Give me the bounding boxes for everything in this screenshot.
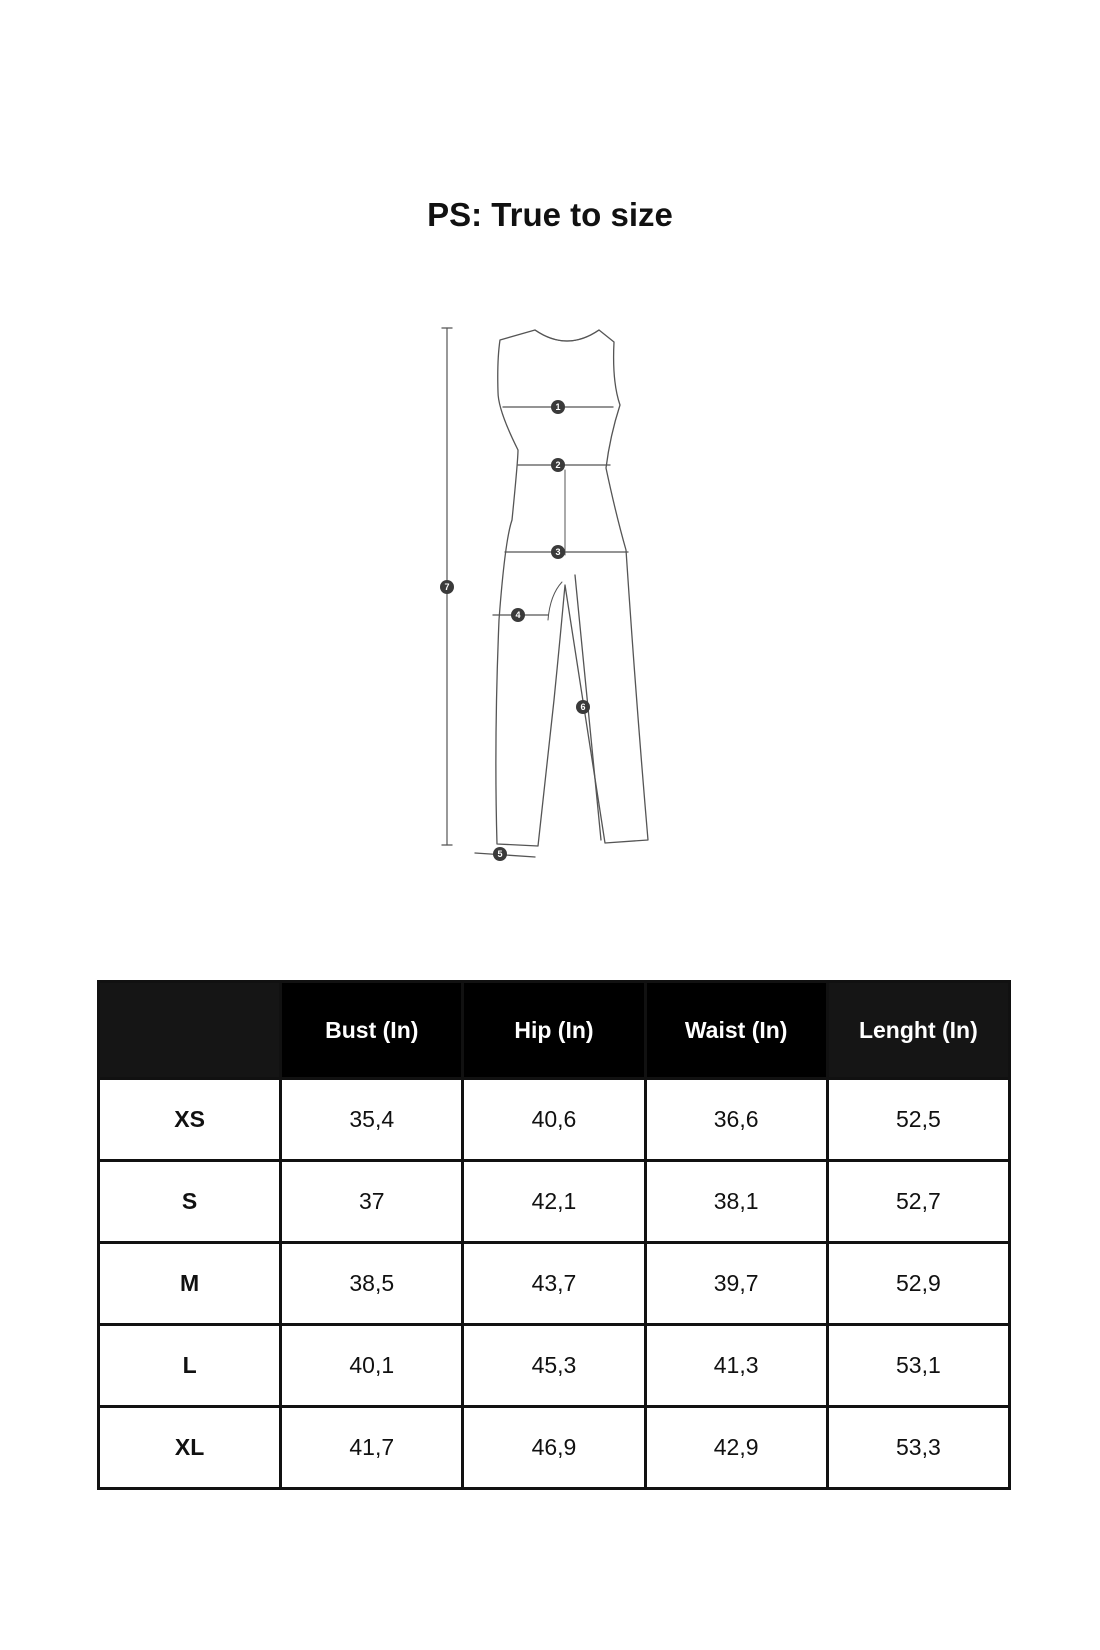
waist-value: 38,1 [645,1161,827,1243]
neckline [535,330,599,341]
header-bust: Bust (In) [281,982,463,1079]
length-value: 53,3 [827,1407,1009,1489]
waist-value: 42,9 [645,1407,827,1489]
header-waist: Waist (In) [645,982,827,1079]
table-row [99,1161,1010,1243]
bust-value: 40,1 [281,1325,463,1407]
table-row [99,1407,1010,1489]
header-hip: Hip (In) [463,982,645,1079]
marker-7-label: 7 [444,582,450,592]
page-headline: PS: True to size [427,196,673,233]
bust-value: 35,4 [281,1079,463,1161]
marker-6-label: 6 [580,702,586,712]
marker-5-label: 5 [497,849,503,859]
bust-value: 37 [281,1161,463,1243]
crotch-fold [548,582,562,620]
length-value: 53,1 [827,1325,1009,1407]
marker-2-label: 2 [555,460,561,470]
bust-value: 41,7 [281,1407,463,1489]
marker-3-label: 3 [555,547,561,557]
header-corner [99,982,281,1079]
length-value: 52,7 [827,1161,1009,1243]
length-value: 52,5 [827,1079,1009,1161]
header-length: Lenght (In) [827,982,1009,1079]
table-row [99,1079,1010,1161]
size-label: L [99,1325,281,1407]
hip-value: 42,1 [463,1161,645,1243]
jumpsuit-measurement-diagram [400,320,700,910]
bust-value: 38,5 [281,1243,463,1325]
size-label: XL [99,1407,281,1489]
marker-1-label: 1 [555,402,561,412]
size-chart-table [97,980,1011,1490]
hip-value: 43,7 [463,1243,645,1325]
hip-value: 40,6 [463,1079,645,1161]
table-row [99,1325,1010,1407]
marker-4-label: 4 [515,610,521,620]
hip-value: 46,9 [463,1407,645,1489]
length-value: 52,9 [827,1243,1009,1325]
size-label: XS [99,1079,281,1161]
measurement-markers [440,400,590,861]
waist-value: 36,6 [645,1079,827,1161]
waist-value: 39,7 [645,1243,827,1325]
waist-value: 41,3 [645,1325,827,1407]
table-header-row [99,982,1010,1079]
size-label: S [99,1161,281,1243]
size-label: M [99,1243,281,1325]
table-row [99,1243,1010,1325]
jumpsuit-measurement-icon [400,320,700,910]
hip-value: 45,3 [463,1325,645,1407]
